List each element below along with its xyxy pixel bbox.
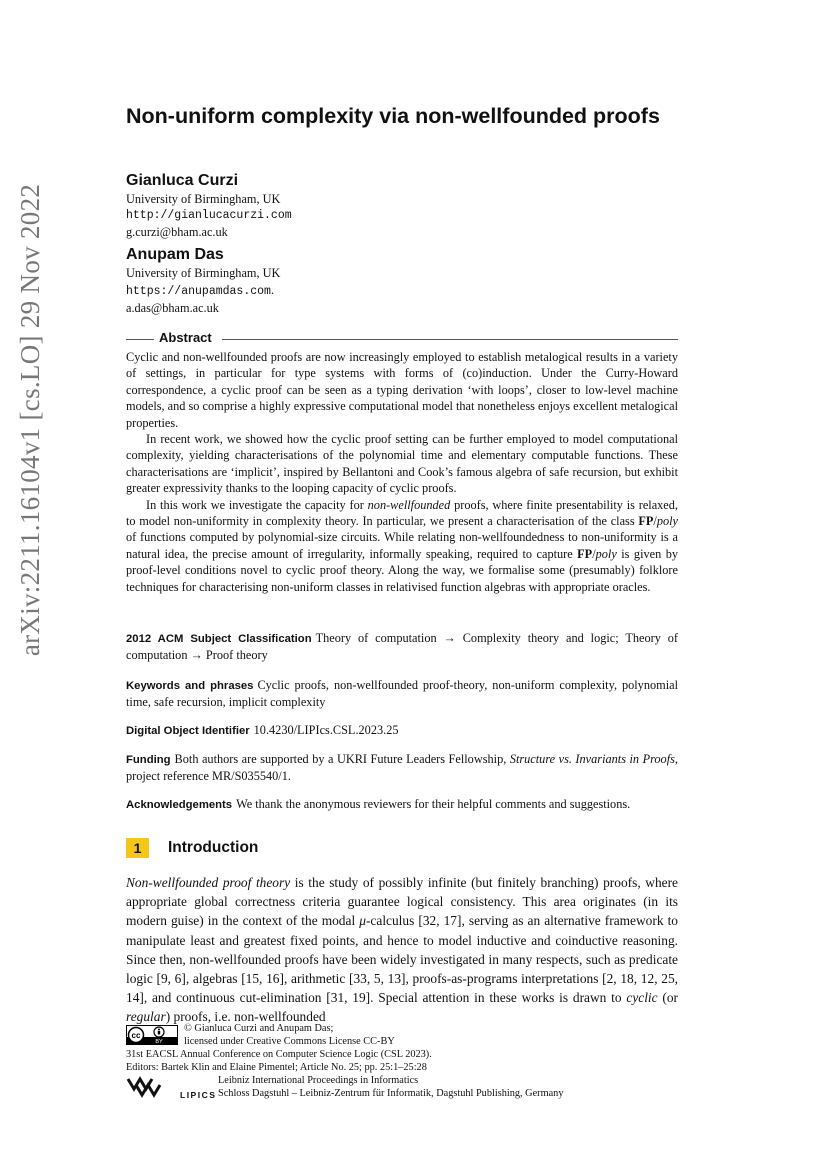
editors-line: Editors: Bartek Klin and Elaine Pimentel; Article No. 25; pp. 25:1–25:28 — [126, 1061, 427, 1073]
abstract-heading — [126, 330, 678, 348]
meta-label: Digital Object Identifier — [126, 725, 250, 737]
intro-paragraph: Non-wellfounded proof theory is the study of possibly infinite (but finitely branching) proofs, where appropriate global correctness criteria guarantee logical consistency. This area originates (in its modern guise) in the context of the modal μ-calculus [32, 17], serving as an alternative framework to manipulate least and greatest fixed points, and hence to model inductive and coinductive reasoning. Since then, non-wellfounded proofs have been widely investigated in many respects, such as predicate logic [9, 6], algebras [15, 16], arithmetic [33, 5, 13], proofs-as-programs interpretations [2, 18, 12, 25, 14], and continuous cut-elimination [31, 19]. Special attention in these works is drawn to cyclic (or regular) proofs, i.e. non-wellfounded — [126, 875, 679, 1025]
series-line: Leibniz International Proceedings in Informatics — [218, 1075, 419, 1086]
funding: Funding Both authors are supported by a UKRI Future Leaders Fellowship, Structure vs. Invariants in Proofs, project reference MR/S035540/1. — [126, 752, 678, 784]
meta-label: Keywords and phrases — [126, 680, 254, 692]
meta-label: Acknowledgements — [126, 799, 233, 811]
publisher-line: Schloss Dagstuhl – Leibniz-Zentrum für Informatik, Dagstuhl Publishing, Germany — [218, 1087, 564, 1099]
author-affiliation: University of Birmingham, UK — [126, 266, 281, 280]
abstract-label: Abstract — [159, 330, 212, 345]
license-line[interactable]: licensed under Creative Commons License CC-BY — [184, 1035, 395, 1047]
author-name: Anupam Das — [126, 246, 224, 263]
paper-title: Non-uniform complexity via non-wellfounded proofs — [126, 104, 660, 128]
lipics-wordmark: LIPICS — [180, 1090, 217, 1100]
author-url[interactable]: http://gianlucacurzi.com — [126, 208, 292, 222]
abstract-paragraph: In this work we investigate the capacity for non-wellfounded proofs, where finite presentability is relaxed, to model non-uniformity in complexity theory. In particular, we present a characterisation of the class FP/poly of functions computed by polynomial-size circuits. While relating non-wellfoundedness to non-uniformity is a natural idea, the precise amount of irregularity, informally speaking, required to capture FP/poly is given by proof-level conditions novel to cyclic proof theory. Along the way, we formalise some (presumably) folklore techniques for characterising non-uniform classes in relativised function algebras with appropriate oracles. — [126, 497, 678, 594]
section-title: Introduction — [168, 839, 259, 856]
author-email[interactable]: g.curzi@bham.ac.uk — [126, 225, 228, 239]
meta-label: Funding — [126, 754, 171, 766]
author-block-1 — [126, 171, 686, 241]
cc-by-license-icon — [126, 1025, 178, 1045]
acm-classification: 2012 ACM Subject Classification Theory of computation → Complexity theory and logic; Theory of computation → Proof theory — [126, 631, 678, 663]
author-url[interactable]: https://anupamdas.com. — [126, 282, 275, 298]
copyright-line: © Gianluca Curzi and Anupam Das; — [184, 1023, 334, 1034]
doi-link[interactable]: 10.4230/LIPIcs.CSL.2023.25 — [253, 723, 399, 737]
conference-line: 31st EACSL Annual Conference on Computer Science Logic (CSL 2023). — [126, 1049, 432, 1060]
section-heading — [126, 836, 678, 860]
lipics-logo-icon — [126, 1075, 178, 1099]
divider — [222, 339, 678, 340]
abstract-paragraph: Cyclic and non-wellfounded proofs are now increasingly employed to establish metalogical results in a variety of settings, in particular for type systems with forms of (co)induction. Under the Curry-Howard correspondence, a cyclic proof can be seen as a typing derivation ‘with loops’, closer to low-level machine models, and so comprise a highly expressive computational model that nonetheless enjoys excellent metalogical properties. — [126, 350, 678, 430]
arxiv-identifier: arXiv:2211.16104v1 [cs.LO] 29 Nov 2022 — [15, 183, 45, 657]
meta-label: 2012 ACM Subject Classification — [126, 633, 312, 645]
author-affiliation: University of Birmingham, UK — [126, 192, 281, 206]
acknowledgements: Acknowledgements We thank the anonymous reviewers for their helpful comments and suggestions. — [126, 797, 631, 811]
author-name: Gianluca Curzi — [126, 172, 239, 189]
divider — [126, 339, 154, 340]
section-number: 1 — [126, 838, 149, 858]
author-block-2 — [126, 245, 686, 317]
abstract-paragraph: In recent work, we showed how the cyclic proof setting can be further employed to model computational complexity, yielding characterisations of the polynomial time and elementary computable functions. These characterisations are ‘implicit’, inspired by Bellantoni and Cook’s famous algebra of safe recursion, but exhibit greater expressivity thanks to the looping capacity of cyclic proofs. — [126, 432, 678, 496]
keywords: Keywords and phrases Cyclic proofs, non-wellfounded proof-theory, non-uniform complexity, polynomial time, safe recursion, implicit complexity — [126, 678, 678, 710]
abstract-body — [126, 349, 678, 595]
svg-text:cc: cc — [131, 1031, 141, 1040]
svg-text:BY: BY — [155, 1039, 163, 1045]
doi — [126, 722, 678, 739]
author-email[interactable]: a.das@bham.ac.uk — [126, 301, 219, 315]
